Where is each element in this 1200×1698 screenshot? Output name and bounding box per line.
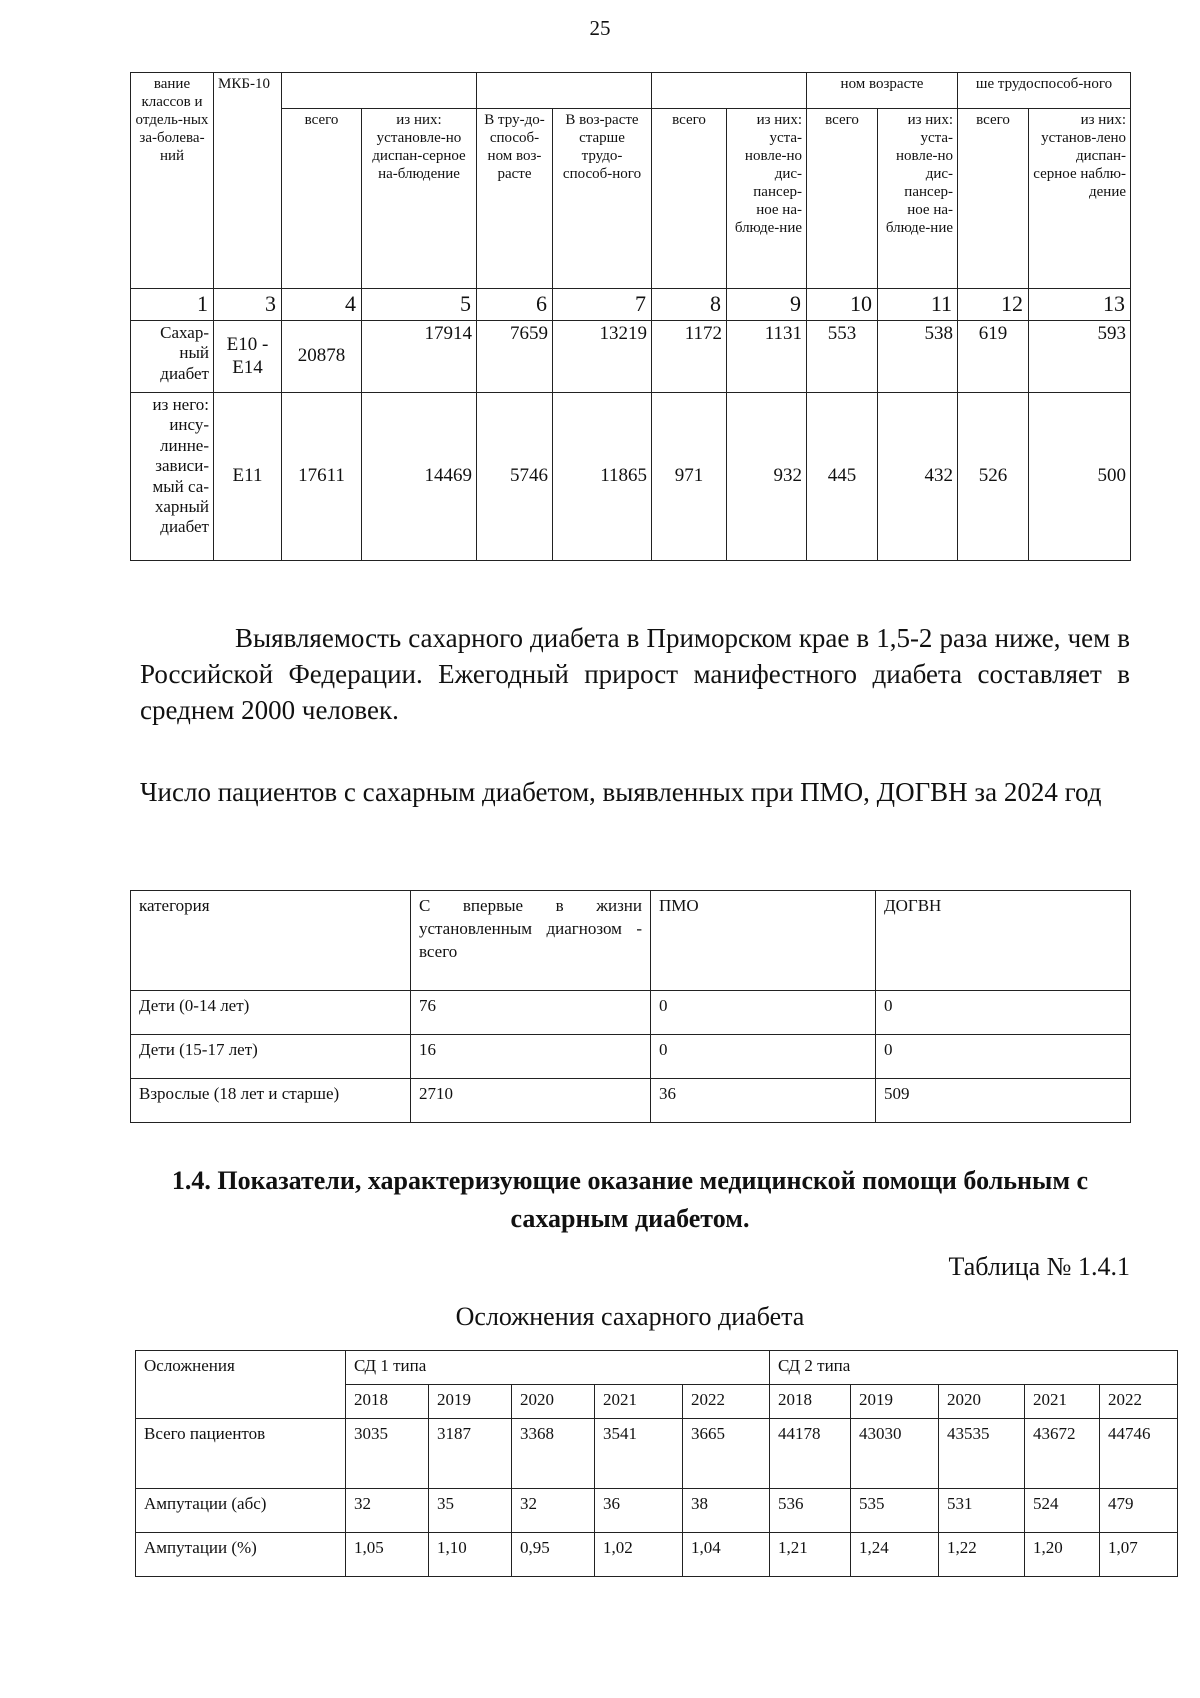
table-cell: 3187 [429,1419,512,1489]
table-cell: 43672 [1025,1419,1100,1489]
table-cell: 971 [652,393,727,561]
column-number: 5 [362,289,477,321]
year-header: 2022 [683,1385,770,1419]
table-title: Осложнения сахарного диабета [455,1302,805,1331]
column-number: 7 [553,289,652,321]
table-cell: 538 [878,321,958,393]
table-cell: 44178 [770,1419,851,1489]
table-cell: 35 [429,1489,512,1533]
header-working-age: В тру-до-способ-ном воз-расте [477,109,553,289]
table-cell: 14469 [362,393,477,561]
table-cell: 17611 [282,393,362,561]
table-header-cell: С впервые в жизни установленным диагнозом - всего [411,891,651,991]
table-cell: 11865 [553,393,652,561]
table-cell: 43535 [939,1419,1025,1489]
table-cell: 432 [878,393,958,561]
year-header: 2020 [939,1385,1025,1419]
table-cell: 1,21 [770,1533,851,1577]
header-group-4: ном возрасте [807,73,958,109]
header-total: всего [958,109,1029,289]
year-header: 2022 [1100,1385,1178,1419]
table-cell: 0,95 [512,1533,595,1577]
row-label: Ампутации (%) [136,1533,346,1577]
table-header-cell: Осложнения [136,1351,346,1419]
table-cell: Дети (0-14 лет) [131,991,411,1035]
year-header: 2021 [595,1385,683,1419]
table-cell: 76 [411,991,651,1035]
row-label: Ампутации (абс) [136,1489,346,1533]
table-cell: 526 [958,393,1029,561]
table-cell: 1,04 [683,1533,770,1577]
row-icd-code: Е11 [214,393,282,561]
table-cell: 1,10 [429,1533,512,1577]
header-of-them-dispensary: из них: уста-новле-но дис-пансер-ное на-блюде-ние [878,109,958,289]
table-cell: 1,02 [595,1533,683,1577]
header-total: всего [807,109,878,289]
table-header-cell: ПМО [651,891,876,991]
column-number: 10 [807,289,878,321]
table-cell: 3368 [512,1419,595,1489]
header-group-3 [652,73,807,109]
table-header-cell: ДОГВН [876,891,1131,991]
year-header: 2021 [1025,1385,1100,1419]
group-header-type2: СД 2 типа [770,1351,1178,1385]
row-label: Сахар-ный диабет [131,321,214,393]
year-header: 2020 [512,1385,595,1419]
table-cell: 445 [807,393,878,561]
table-number: Таблица № 1.4.1 [948,1252,1130,1281]
table-cell: 2710 [411,1079,651,1123]
table-cell: 619 [958,321,1029,393]
table-cell: 0 [651,1035,876,1079]
year-header: 2019 [429,1385,512,1419]
complications-table [135,1350,1178,1577]
group-header-type1: СД 1 типа [346,1351,770,1385]
header-total: всего [652,109,727,289]
table-cell: 536 [770,1489,851,1533]
table-cell: 1,07 [1100,1533,1178,1577]
detection-table [130,890,1131,1123]
table-cell: 32 [512,1489,595,1533]
table-cell: 44746 [1100,1419,1178,1489]
table-cell: 1,20 [1025,1533,1100,1577]
table-cell: 553 [807,321,878,393]
column-number: 12 [958,289,1029,321]
table-cell: 38 [683,1489,770,1533]
table-cell: 1,24 [851,1533,939,1577]
table-cell: 43030 [851,1419,939,1489]
year-header: 2018 [770,1385,851,1419]
table-cell: 1172 [652,321,727,393]
table-cell: 479 [1100,1489,1178,1533]
header-group-2 [477,73,652,109]
table-cell: 32 [346,1489,429,1533]
header-icd10: МКБ-10 [214,73,282,289]
column-number: 4 [282,289,362,321]
table-cell: 1,05 [346,1533,429,1577]
table-cell: 0 [876,1035,1131,1079]
table-cell: 0 [651,991,876,1035]
header-over-working-age: В воз-расте старше трудо-способ-ного [553,109,652,289]
column-number: 13 [1029,289,1131,321]
header-of-them-dispensary: из них: установ-лено диспан-серное наблю-дение [1029,109,1131,289]
column-number: 8 [652,289,727,321]
column-number: 3 [214,289,282,321]
diabetes-prevalence-table [130,72,1131,561]
table-cell: 0 [876,991,1131,1035]
table-cell: 932 [727,393,807,561]
table-cell: 3541 [595,1419,683,1489]
row-label: Всего пациентов [136,1419,346,1489]
table-cell: 7659 [477,321,553,393]
table-cell: 3035 [346,1419,429,1489]
table-cell: 593 [1029,321,1131,393]
table-cell: 13219 [553,321,652,393]
table-cell: 535 [851,1489,939,1533]
table-cell: Взрослые (18 лет и старше) [131,1079,411,1123]
table-cell: 500 [1029,393,1131,561]
section-heading: 1.4. Показатели, характеризующие оказание медицинской помощи больным с сахарным диабетом. [171,1166,1089,1233]
page-number: 25 [589,16,611,40]
table-cell: 531 [939,1489,1025,1533]
row-icd-code: Е10 - Е14 [214,321,282,393]
header-group-1 [282,73,477,109]
table-cell: Дети (15-17 лет) [131,1035,411,1079]
row-label: из него: инсу-линне-зависи-мый са-харный диабет [131,393,214,561]
table-cell: 16 [411,1035,651,1079]
table-cell: 1131 [727,321,807,393]
header-of-them-dispensary: из них: уста-новле-но дис-пансер-ное на-блюде-ние [727,109,807,289]
header-group-5: ше трудоспособ-ного [958,73,1131,109]
table-cell: 36 [651,1079,876,1123]
table-cell: 20878 [282,321,362,393]
column-number: 11 [878,289,958,321]
table-header-cell: категория [131,891,411,991]
year-header: 2018 [346,1385,429,1419]
column-number: 1 [131,289,214,321]
table-cell: 509 [876,1079,1131,1123]
body-paragraph-text: Выявляемость сахарного диабета в Приморском крае в 1,5-2 раза ниже, чем в Российской Федерации. Ежегодный прирост манифестного диабета составляет в среднем 2000 человек. [140,623,1130,725]
table-cell: 3665 [683,1419,770,1489]
header-of-them-dispensary: из них: установле-но диспан-серное на-блюдение [362,109,477,289]
header-total: всего [282,109,362,289]
table-caption-paragraph: Число пациентов с сахарным диабетом, выявленных при ПМО, ДОГВН за 2024 год [140,777,1102,807]
table-cell: 1,22 [939,1533,1025,1577]
table-cell: 36 [595,1489,683,1533]
body-paragraph [140,620,1130,728]
table-cell: 5746 [477,393,553,561]
table-cell: 524 [1025,1489,1100,1533]
column-number: 9 [727,289,807,321]
column-number: 6 [477,289,553,321]
year-header: 2019 [851,1385,939,1419]
table-cell: 17914 [362,321,477,393]
header-disease-class: вание классов и отдель-ных за-болева-ний [131,73,214,289]
